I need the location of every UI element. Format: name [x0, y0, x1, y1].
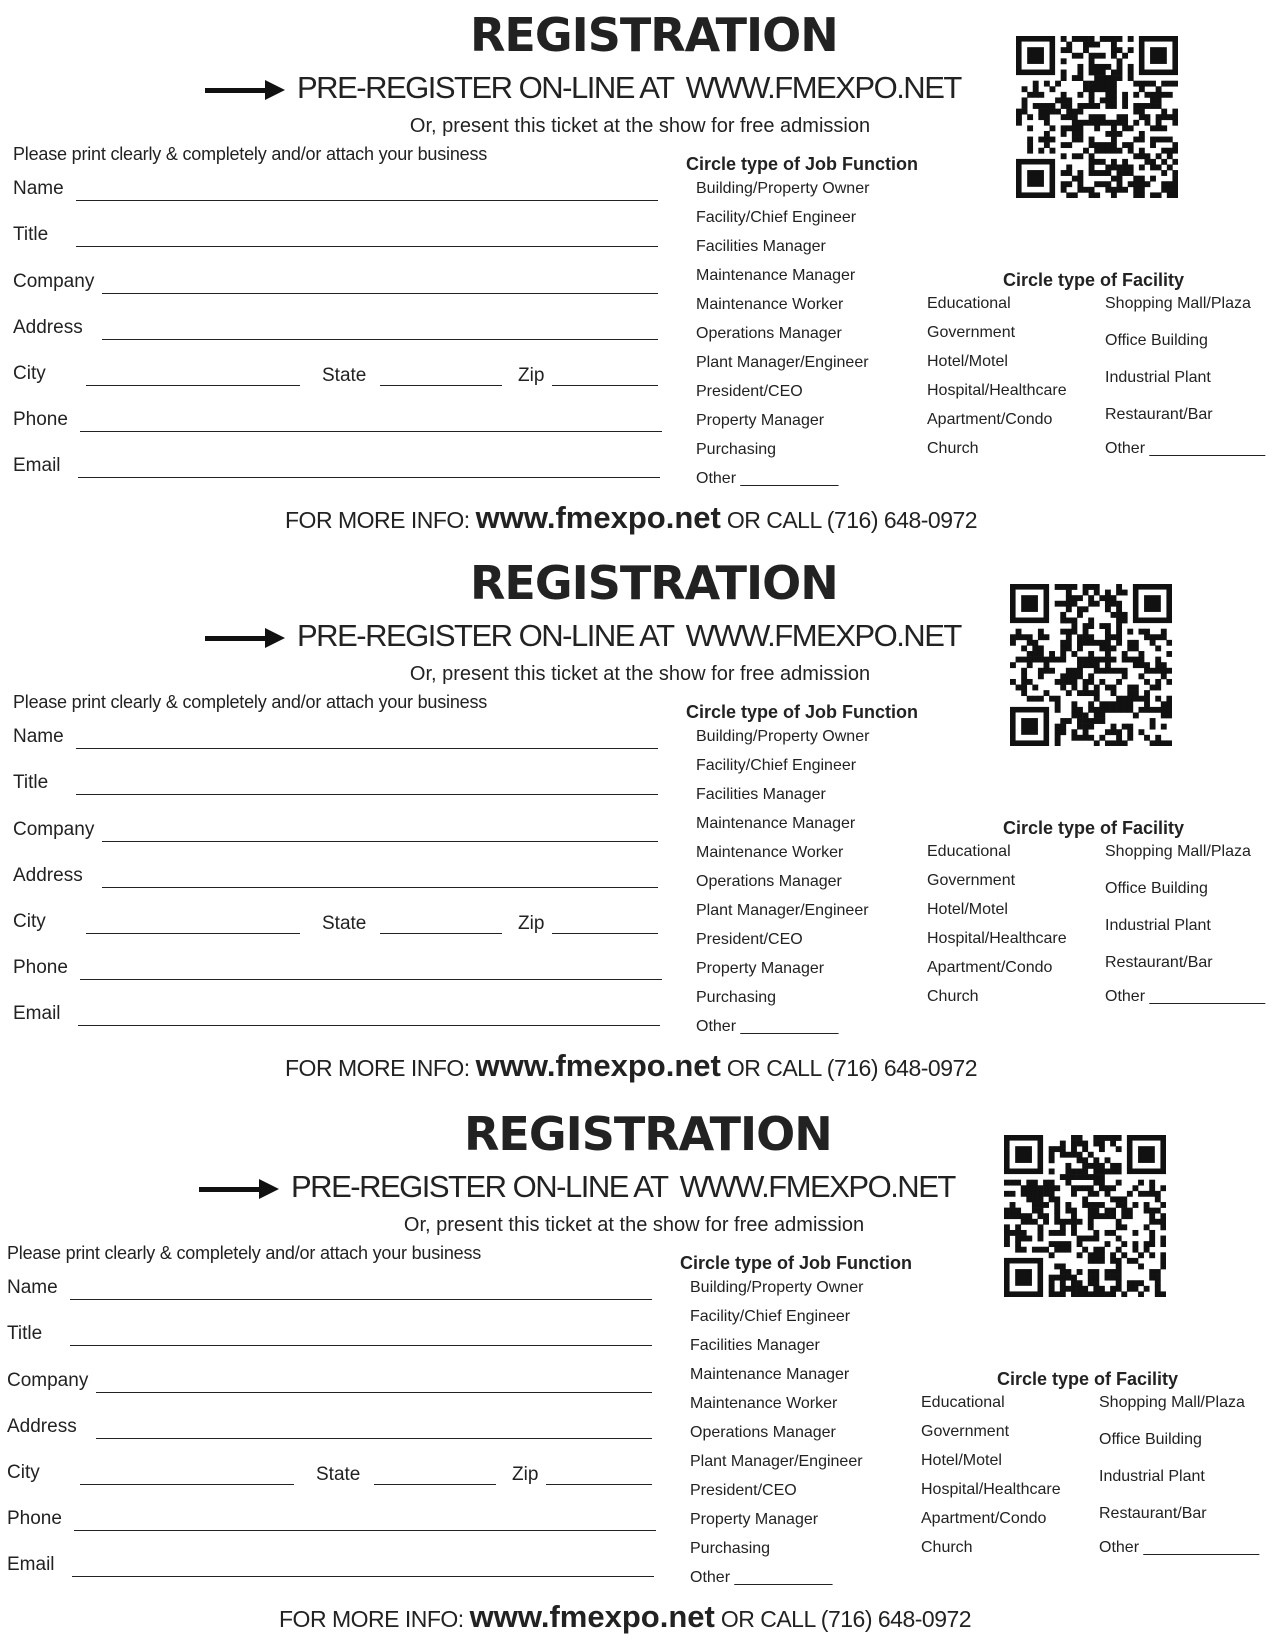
facility-option[interactable]: Government: [921, 1423, 1010, 1440]
arrow-head: [259, 1179, 279, 1199]
address-field[interactable]: [96, 1438, 652, 1439]
company-field[interactable]: [102, 841, 658, 842]
state-label: State: [322, 913, 367, 934]
preregister-banner: [205, 616, 995, 660]
footer-phone: OR CALL (716) 648-0972: [726, 507, 978, 533]
job-function-option[interactable]: President/CEO: [690, 1482, 797, 1499]
ticket-content: [0, 0, 1275, 550]
arrow-shaft: [205, 636, 269, 641]
title-label: Title: [13, 224, 49, 245]
footer-prefix: FOR MORE INFO:: [285, 507, 470, 533]
zip-field[interactable]: [552, 933, 658, 934]
address-label: Address: [13, 317, 83, 338]
job-function-option[interactable]: Facilities Manager: [696, 786, 826, 803]
job-function-option[interactable]: Building/Property Owner: [696, 180, 870, 197]
preregister-text: [297, 70, 961, 106]
footer-prefix: FOR MORE INFO:: [279, 1606, 464, 1632]
facility-option[interactable]: Office Building: [1099, 1431, 1202, 1448]
job-function-option[interactable]: Maintenance Worker: [696, 844, 844, 861]
facility-option[interactable]: Restaurant/Bar: [1099, 1505, 1207, 1522]
facility-option[interactable]: Government: [927, 324, 1016, 341]
facility-option[interactable]: Hospital/Healthcare: [927, 382, 1067, 399]
zip-label: Zip: [512, 1464, 539, 1485]
arrow-head: [265, 628, 285, 648]
facility-option[interactable]: Restaurant/Bar: [1105, 954, 1213, 971]
footer-url-link[interactable]: www.fmexpo.net: [475, 500, 721, 535]
ticket-content: [0, 1099, 1269, 1649]
facility-option[interactable]: Hospital/Healthcare: [921, 1481, 1061, 1498]
company-field[interactable]: [96, 1392, 652, 1393]
email-label: Email: [13, 455, 61, 476]
address-field[interactable]: [102, 887, 658, 888]
job-function-option[interactable]: Plant Manager/Engineer: [696, 902, 869, 919]
registration-title: REGISTRATION: [470, 556, 838, 610]
footer-prefix: FOR MORE INFO:: [285, 1055, 470, 1081]
facility-option[interactable]: Educational: [921, 1394, 1005, 1411]
title-label: Title: [13, 772, 49, 793]
city-label: City: [13, 911, 46, 932]
city-field[interactable]: [86, 385, 300, 386]
facility-option[interactable]: Industrial Plant: [1105, 369, 1211, 386]
name-field[interactable]: [76, 748, 658, 749]
job-function-option[interactable]: Plant Manager/Engineer: [696, 354, 869, 371]
facility-option[interactable]: Educational: [927, 295, 1011, 312]
facility-option[interactable]: Other _____________: [1099, 1539, 1260, 1556]
more-info-footer: [285, 500, 977, 536]
facility-option[interactable]: Hospital/Healthcare: [927, 930, 1067, 947]
registration-ticket: [0, 548, 1275, 1098]
preregister-url-link[interactable]: WWW.FMEXPO.NET: [685, 618, 961, 653]
job-function-option[interactable]: Property Manager: [696, 960, 825, 977]
name-label: Name: [13, 178, 64, 199]
facility-option[interactable]: Educational: [927, 843, 1011, 860]
facility-option[interactable]: Shopping Mall/Plaza: [1105, 843, 1251, 860]
registration-ticket: [0, 1099, 1275, 1649]
job-function-option[interactable]: Plant Manager/Engineer: [690, 1453, 863, 1470]
facility-option[interactable]: Office Building: [1105, 880, 1208, 897]
footer-url-link[interactable]: www.fmexpo.net: [475, 1048, 721, 1083]
facility-option[interactable]: Shopping Mall/Plaza: [1105, 295, 1251, 312]
job-function-option[interactable]: Purchasing: [696, 441, 777, 458]
phone-field[interactable]: [80, 979, 662, 980]
free-admission-note: Or, present this ticket at the show for free admission: [409, 115, 871, 137]
registration-title: REGISTRATION: [470, 8, 838, 62]
facility-option[interactable]: Industrial Plant: [1099, 1468, 1205, 1485]
arrow-right-icon: [205, 80, 287, 100]
city-field[interactable]: [80, 1484, 294, 1485]
email-label: Email: [13, 1003, 61, 1024]
job-function-heading: Circle type of Job Function: [686, 702, 919, 722]
email-label: Email: [7, 1554, 55, 1575]
print-instructions: Please print clearly & completely and/or attach your business: [13, 144, 488, 164]
address-label: Address: [13, 865, 83, 886]
facility-option[interactable]: Shopping Mall/Plaza: [1099, 1394, 1245, 1411]
company-field[interactable]: [102, 293, 658, 294]
qr-code[interactable]: [1016, 36, 1178, 198]
state-field[interactable]: [380, 933, 502, 934]
job-function-option[interactable]: Operations Manager: [696, 325, 842, 342]
facility-option[interactable]: Hotel/Motel: [927, 901, 1008, 918]
state-label: State: [316, 1464, 361, 1485]
ticket-content: [0, 548, 1275, 1098]
arrow-shaft: [205, 88, 269, 93]
zip-field[interactable]: [546, 1484, 652, 1485]
phone-field[interactable]: [74, 1530, 656, 1531]
preregister-label: PRE-REGISTER ON-LINE AT: [297, 618, 674, 653]
job-function-option[interactable]: Other ___________: [690, 1569, 833, 1586]
job-function-option[interactable]: Operations Manager: [696, 873, 842, 890]
job-function-option[interactable]: Maintenance Worker: [690, 1395, 838, 1412]
registration-ticket: [0, 0, 1275, 550]
facility-option[interactable]: Hotel/Motel: [927, 353, 1008, 370]
zip-label: Zip: [518, 913, 545, 934]
title-field[interactable]: [76, 794, 658, 795]
phone-field[interactable]: [80, 431, 662, 432]
facility-option[interactable]: Government: [927, 872, 1016, 889]
facility-option[interactable]: Other _____________: [1105, 988, 1266, 1005]
job-function-option[interactable]: Maintenance Manager: [690, 1366, 850, 1383]
footer-phone: OR CALL (716) 648-0972: [726, 1055, 978, 1081]
zip-field[interactable]: [552, 385, 658, 386]
facility-option[interactable]: Restaurant/Bar: [1105, 406, 1213, 423]
free-admission-note: Or, present this ticket at the show for free admission: [403, 1214, 865, 1236]
job-function-option[interactable]: Maintenance Worker: [696, 296, 844, 313]
job-function-option[interactable]: Property Manager: [696, 412, 825, 429]
facility-option[interactable]: Church: [927, 440, 979, 457]
arrow-right-icon: [205, 628, 287, 648]
job-function-option[interactable]: Other ___________: [696, 1018, 839, 1035]
state-field[interactable]: [374, 1484, 496, 1485]
facility-heading: Circle type of Facility: [1003, 270, 1185, 290]
name-field[interactable]: [76, 200, 658, 201]
arrow-right-icon: [199, 1179, 281, 1199]
job-function-option[interactable]: President/CEO: [696, 931, 803, 948]
free-admission-note: Or, present this ticket at the show for free admission: [409, 663, 871, 685]
facility-heading: Circle type of Facility: [997, 1369, 1179, 1389]
state-label: State: [322, 365, 367, 386]
preregister-banner: [205, 68, 995, 112]
phone-label: Phone: [7, 1508, 62, 1529]
job-function-heading: Circle type of Job Function: [686, 154, 919, 174]
address-field[interactable]: [102, 339, 658, 340]
preregister-url-link[interactable]: WWW.FMEXPO.NET: [685, 70, 961, 105]
city-field[interactable]: [86, 933, 300, 934]
preregister-label: PRE-REGISTER ON-LINE AT: [297, 70, 674, 105]
job-function-option[interactable]: Building/Property Owner: [690, 1279, 864, 1296]
facility-heading: Circle type of Facility: [1003, 818, 1185, 838]
job-function-option[interactable]: Other ___________: [696, 470, 839, 487]
job-function-option[interactable]: Purchasing: [690, 1540, 771, 1557]
footer-phone: OR CALL (716) 648-0972: [720, 1606, 972, 1632]
more-info-footer: [279, 1599, 971, 1635]
job-function-option[interactable]: Facilities Manager: [690, 1337, 820, 1354]
job-function-option[interactable]: Operations Manager: [690, 1424, 836, 1441]
arrow-head: [265, 80, 285, 100]
arrow-shaft: [199, 1187, 263, 1192]
email-field[interactable]: [78, 1025, 660, 1026]
city-label: City: [13, 363, 46, 384]
facility-option[interactable]: Apartment/Condo: [921, 1510, 1047, 1527]
zip-label: Zip: [518, 365, 545, 386]
job-function-option[interactable]: President/CEO: [696, 383, 803, 400]
preregister-url-link[interactable]: WWW.FMEXPO.NET: [679, 1169, 955, 1204]
email-field[interactable]: [78, 477, 660, 478]
job-function-option[interactable]: Property Manager: [690, 1511, 819, 1528]
phone-label: Phone: [13, 957, 68, 978]
facility-option[interactable]: Apartment/Condo: [927, 959, 1053, 976]
title-field[interactable]: [76, 246, 658, 247]
facility-option[interactable]: Church: [927, 988, 979, 1005]
preregister-text: [291, 1169, 955, 1205]
facility-option[interactable]: Church: [921, 1539, 973, 1556]
more-info-footer: [285, 1048, 977, 1084]
qr-code[interactable]: [1010, 584, 1172, 746]
facility-option[interactable]: Other _____________: [1105, 440, 1266, 457]
company-label: Company: [13, 819, 95, 840]
job-function-option[interactable]: Facility/Chief Engineer: [690, 1308, 851, 1325]
preregister-label: PRE-REGISTER ON-LINE AT: [291, 1169, 668, 1204]
address-label: Address: [7, 1416, 77, 1437]
footer-url-link[interactable]: www.fmexpo.net: [469, 1599, 715, 1634]
state-field[interactable]: [380, 385, 502, 386]
job-function-option[interactable]: Building/Property Owner: [696, 728, 870, 745]
job-function-option[interactable]: Maintenance Manager: [696, 815, 856, 832]
name-label: Name: [13, 726, 64, 747]
job-function-option[interactable]: Facility/Chief Engineer: [696, 757, 857, 774]
registration-title: REGISTRATION: [464, 1107, 832, 1161]
print-instructions: Please print clearly & completely and/or attach your business: [13, 692, 488, 712]
facility-option[interactable]: Industrial Plant: [1105, 917, 1211, 934]
qr-code[interactable]: [1004, 1135, 1166, 1297]
email-field[interactable]: [72, 1576, 654, 1577]
facility-option[interactable]: Hotel/Motel: [921, 1452, 1002, 1469]
preregister-banner: [199, 1167, 989, 1211]
name-label: Name: [7, 1277, 58, 1298]
job-function-heading: Circle type of Job Function: [680, 1253, 913, 1273]
job-function-option[interactable]: Maintenance Manager: [696, 267, 856, 284]
company-label: Company: [13, 271, 95, 292]
preregister-text: [297, 618, 961, 654]
title-field[interactable]: [70, 1345, 652, 1346]
title-label: Title: [7, 1323, 43, 1344]
phone-label: Phone: [13, 409, 68, 430]
facility-option[interactable]: Apartment/Condo: [927, 411, 1053, 428]
city-label: City: [7, 1462, 40, 1483]
job-function-option[interactable]: Facilities Manager: [696, 238, 826, 255]
job-function-option[interactable]: Facility/Chief Engineer: [696, 209, 857, 226]
job-function-option[interactable]: Purchasing: [696, 989, 777, 1006]
facility-option[interactable]: Office Building: [1105, 332, 1208, 349]
print-instructions: Please print clearly & completely and/or attach your business: [7, 1243, 482, 1263]
name-field[interactable]: [70, 1299, 652, 1300]
company-label: Company: [7, 1370, 89, 1391]
